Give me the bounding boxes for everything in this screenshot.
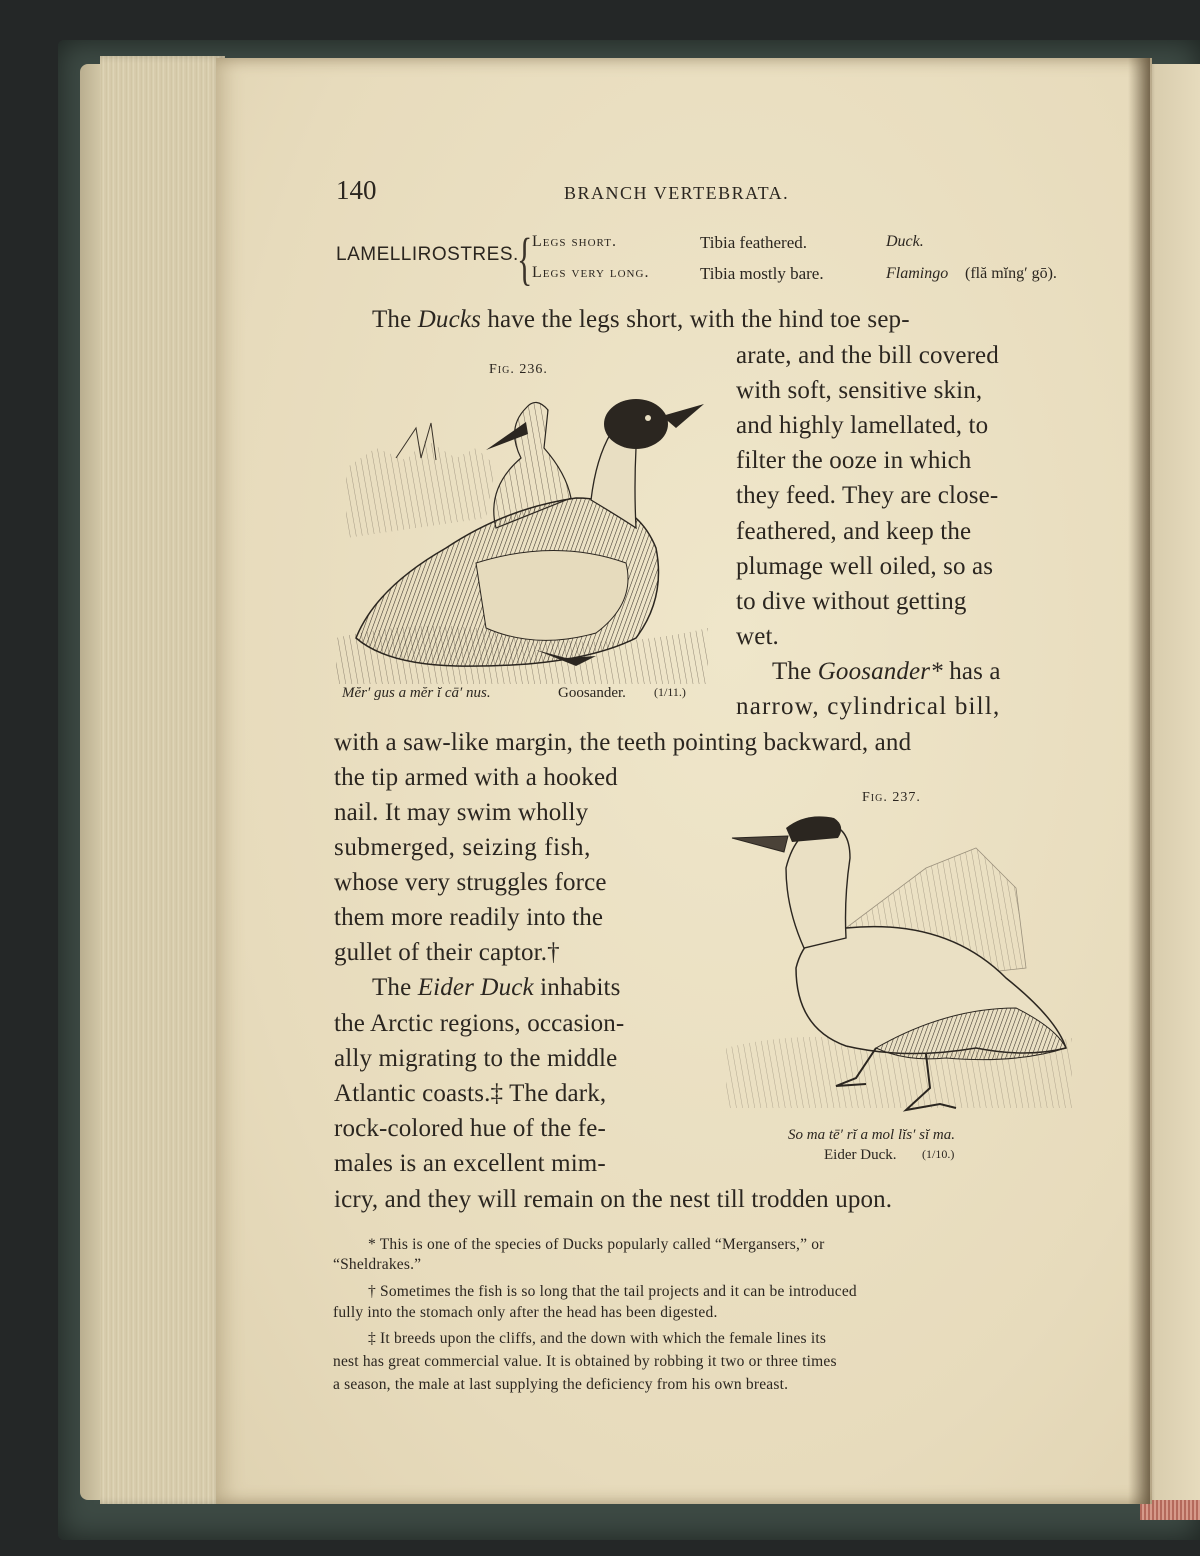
footnote: nest has great commercial value. It is obtained by robbing it two or three times xyxy=(333,1353,837,1370)
body-line: The Ducks have the legs short, with the hind toe sep- xyxy=(372,306,910,333)
body-line: feathered, and keep the xyxy=(736,518,972,545)
classification-example: Duck. xyxy=(886,233,924,250)
page-stack xyxy=(100,56,225,1504)
eider-duck-illustration xyxy=(726,808,1072,1126)
body-line: whose very struggles force xyxy=(334,869,607,896)
body-line: gullet of their captor.† xyxy=(334,939,560,966)
species-name: Eider Duck xyxy=(417,974,534,1001)
figure-caption-latin: Mĕr′ gus a mĕr ĭ cā′ nus. xyxy=(342,685,491,701)
body-line: The Goosander* has a xyxy=(772,658,1001,685)
goosander-illustration xyxy=(336,388,708,684)
body-line: plumage well oiled, so as xyxy=(736,553,994,580)
figure-label: Fig. 236. xyxy=(489,362,548,377)
species-name: Goosander* xyxy=(817,658,943,685)
species-name: Ducks xyxy=(417,306,481,333)
body-line: filter the ooze in which xyxy=(736,447,972,474)
classification-example: Flamingo xyxy=(886,265,949,282)
brace-icon: { xyxy=(517,226,533,291)
body-line: nail. It may swim wholly xyxy=(334,799,589,826)
body-line: submerged, seizing fish, xyxy=(334,834,591,861)
body-line: the Arctic regions, occasion- xyxy=(334,1010,625,1037)
body-line: they feed. They are close- xyxy=(736,482,999,509)
footnote: fully into the stomach only after the head has been digested. xyxy=(333,1304,718,1321)
footnote: “Sheldrakes.” xyxy=(333,1256,422,1273)
body-line: with soft, sensitive skin, xyxy=(736,377,983,404)
body-line: arate, and the bill covered xyxy=(736,342,999,369)
classification-group: LAMELLIROSTRES. xyxy=(336,244,519,265)
body-line: The Eider Duck inhabits xyxy=(372,974,621,1001)
body-line: icry, and they will remain on the nest till trodden upon. xyxy=(334,1186,893,1213)
footnote: * This is one of the species of Ducks popularly called “Mergansers,” or xyxy=(368,1236,825,1253)
figure-caption-common: Goosander. xyxy=(558,685,626,701)
figure-caption-scale: (1/11.) xyxy=(654,685,686,699)
body-line: them more readily into the xyxy=(334,904,604,931)
body-line: narrow, cylindrical bill, xyxy=(736,693,1001,720)
body-line: and highly lamellated, to xyxy=(736,412,989,439)
footnote: a season, the male at last supplying the deficiency from his own breast. xyxy=(333,1376,789,1393)
figure-caption-latin: So ma tē′ rĭ a mol lĭs′ sĭ ma. xyxy=(788,1127,955,1143)
running-head: BRANCH VERTEBRATA. xyxy=(564,183,790,203)
body-line: ally migrating to the middle xyxy=(334,1045,618,1072)
figure-caption-common: Eider Duck. xyxy=(824,1147,897,1163)
classification-pronunciation: (flă mĭng′ gō). xyxy=(965,265,1057,282)
classification-legs: Legs short. xyxy=(532,233,617,250)
body-line: wet. xyxy=(736,623,779,650)
classification-tibia: Tibia mostly bare. xyxy=(700,264,824,283)
body-line: rock-colored hue of the fe- xyxy=(334,1115,606,1142)
body-line: males is an excellent mim- xyxy=(334,1150,606,1177)
classification-legs: Legs very long. xyxy=(532,264,650,281)
classification-tibia: Tibia feathered. xyxy=(700,233,808,252)
gutter-shadow xyxy=(1128,58,1150,1504)
page-number: 140 xyxy=(336,175,377,205)
body-line: the tip armed with a hooked xyxy=(334,764,618,791)
body-line: Atlantic coasts.‡ The dark, xyxy=(334,1080,607,1107)
body-line: with a saw-like margin, the teeth pointing backward, and xyxy=(334,729,912,756)
body-line: to dive without getting xyxy=(736,588,967,615)
figure-label: Fig. 237. xyxy=(862,790,921,805)
footnote: † Sometimes the fish is so long that the tail projects and it can be introduced xyxy=(368,1283,857,1300)
figure-caption-scale: (1/10.) xyxy=(922,1147,955,1161)
footnote: ‡ It breeds upon the cliffs, and the down with which the female lines its xyxy=(368,1330,827,1347)
